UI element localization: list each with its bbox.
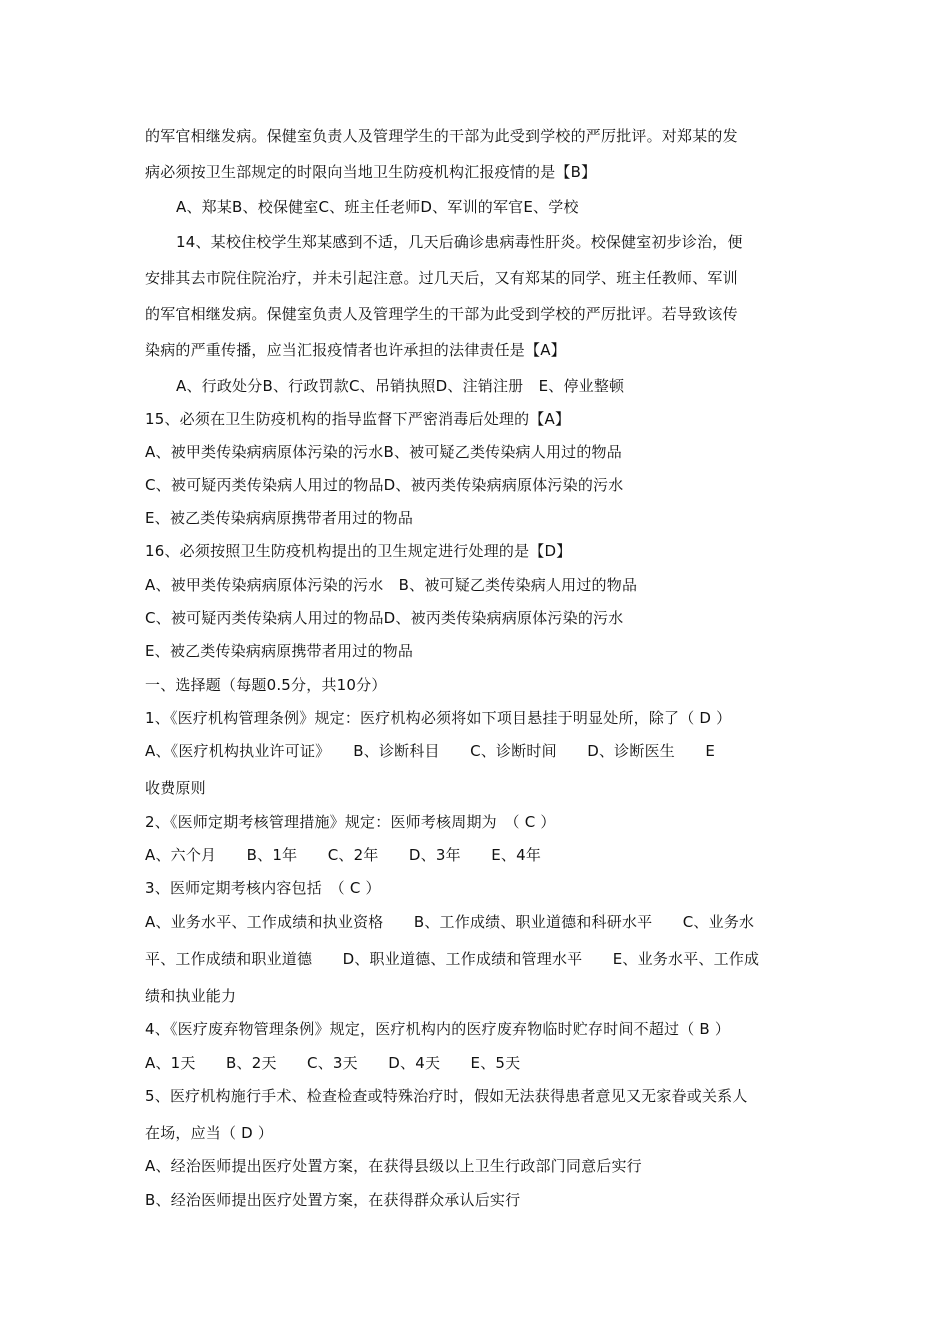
answer-options: A、《医疗机构执业许可证》 B、诊断科目 C、诊断时间 D、诊断医生 E [145, 742, 716, 760]
question-16: 16、必须按照卫生防疫机构提出的卫生规定进行处理的是【D】 [145, 542, 572, 560]
answer-options: A、六个月 B、1年 C、2年 D、3年 E、4年 [145, 846, 542, 864]
answer-options: B、经治医师提出医疗处置方案，在获得群众承认后实行 [145, 1191, 521, 1209]
text-line: 在场，应当（ D ） [145, 1124, 274, 1142]
text-line: 安排其去市院住院治疗，并未引起注意。过几天后，又有郑某的同学、班主任教师、军训 [145, 269, 738, 287]
text-line: 的军官相继发病。保健室负责人及管理学生的干部为此受到学校的严厉批评。若导致该传 [145, 305, 738, 323]
answer-options: A、被甲类传染病病原体污染的污水B、被可疑乙类传染病人用过的物品 [145, 443, 622, 461]
answer-options: 绩和执业能力 [145, 987, 237, 1005]
answer-options: A、行政处分B、行政罚款C、吊销执照D、注销注册 E、停业整顿 [176, 377, 625, 395]
text-line: 染病的严重传播，应当汇报疫情者也许承担的法律责任是【A】 [145, 341, 566, 359]
answer-options: A、郑某B、校保健室C、班主任老师D、军训的军官E、学校 [176, 198, 579, 216]
answer-options: 平、工作成绩和职业道德 D、职业道德、工作成绩和管理水平 E、业务水平、工作成 [145, 950, 760, 968]
answer-options: A、业务水平、工作成绩和执业资格 B、工作成绩、职业道德和科研水平 C、业务水 [145, 913, 755, 931]
text-line: 收费原则 [145, 779, 206, 797]
text-line: 的军官相继发病。保健室负责人及管理学生的干部为此受到学校的严厉批评。对郑某的发 [145, 127, 738, 145]
text-line: 病必须按卫生部规定的时限向当地卫生防疫机构汇报疫情的是【B】 [145, 163, 597, 181]
question-4: 4、《医疗废弃物管理条例》规定，医疗机构内的医疗废弃物临时贮存时间不超过（ B ） [145, 1020, 731, 1038]
section-heading: 一、选择题（每题0.5分，共10分） [145, 676, 387, 694]
question-14: 14、某校住校学生郑某感到不适，几天后确诊患病毒性肝炎。校保健室初步诊治，便 [176, 233, 743, 251]
answer-options: A、1天 B、2天 C、3天 D、4天 E、5天 [145, 1054, 521, 1072]
question-3: 3、医师定期考核内容包括 （ C ） [145, 879, 381, 897]
question-5: 5、医疗机构施行手术、检查检查或特殊治疗时，假如无法获得患者意见又无家眷或关系人 [145, 1087, 748, 1105]
answer-options: E、被乙类传染病病原携带者用过的物品 [145, 642, 414, 660]
question-15: 15、必须在卫生防疫机构的指导监督下严密消毒后处理的【A】 [145, 410, 571, 428]
answer-options: A、被甲类传染病病原体污染的污水 B、被可疑乙类传染病人用过的物品 [145, 576, 638, 594]
question-2: 2、《医师定期考核管理措施》规定：医师考核周期为 （ C ） [145, 813, 556, 831]
answer-options: C、被可疑丙类传染病人用过的物品D、被丙类传染病病原体污染的污水 [145, 609, 624, 627]
answer-options: E、被乙类传染病病原携带者用过的物品 [145, 509, 414, 527]
answer-options: C、被可疑丙类传染病人用过的物品D、被丙类传染病病原体污染的污水 [145, 476, 624, 494]
question-1: 1、《医疗机构管理条例》规定：医疗机构必须将如下项目悬挂于明显处所，除了（ D ） [145, 709, 732, 727]
answer-options: A、经治医师提出医疗处置方案，在获得县级以上卫生行政部门同意后实行 [145, 1157, 642, 1175]
